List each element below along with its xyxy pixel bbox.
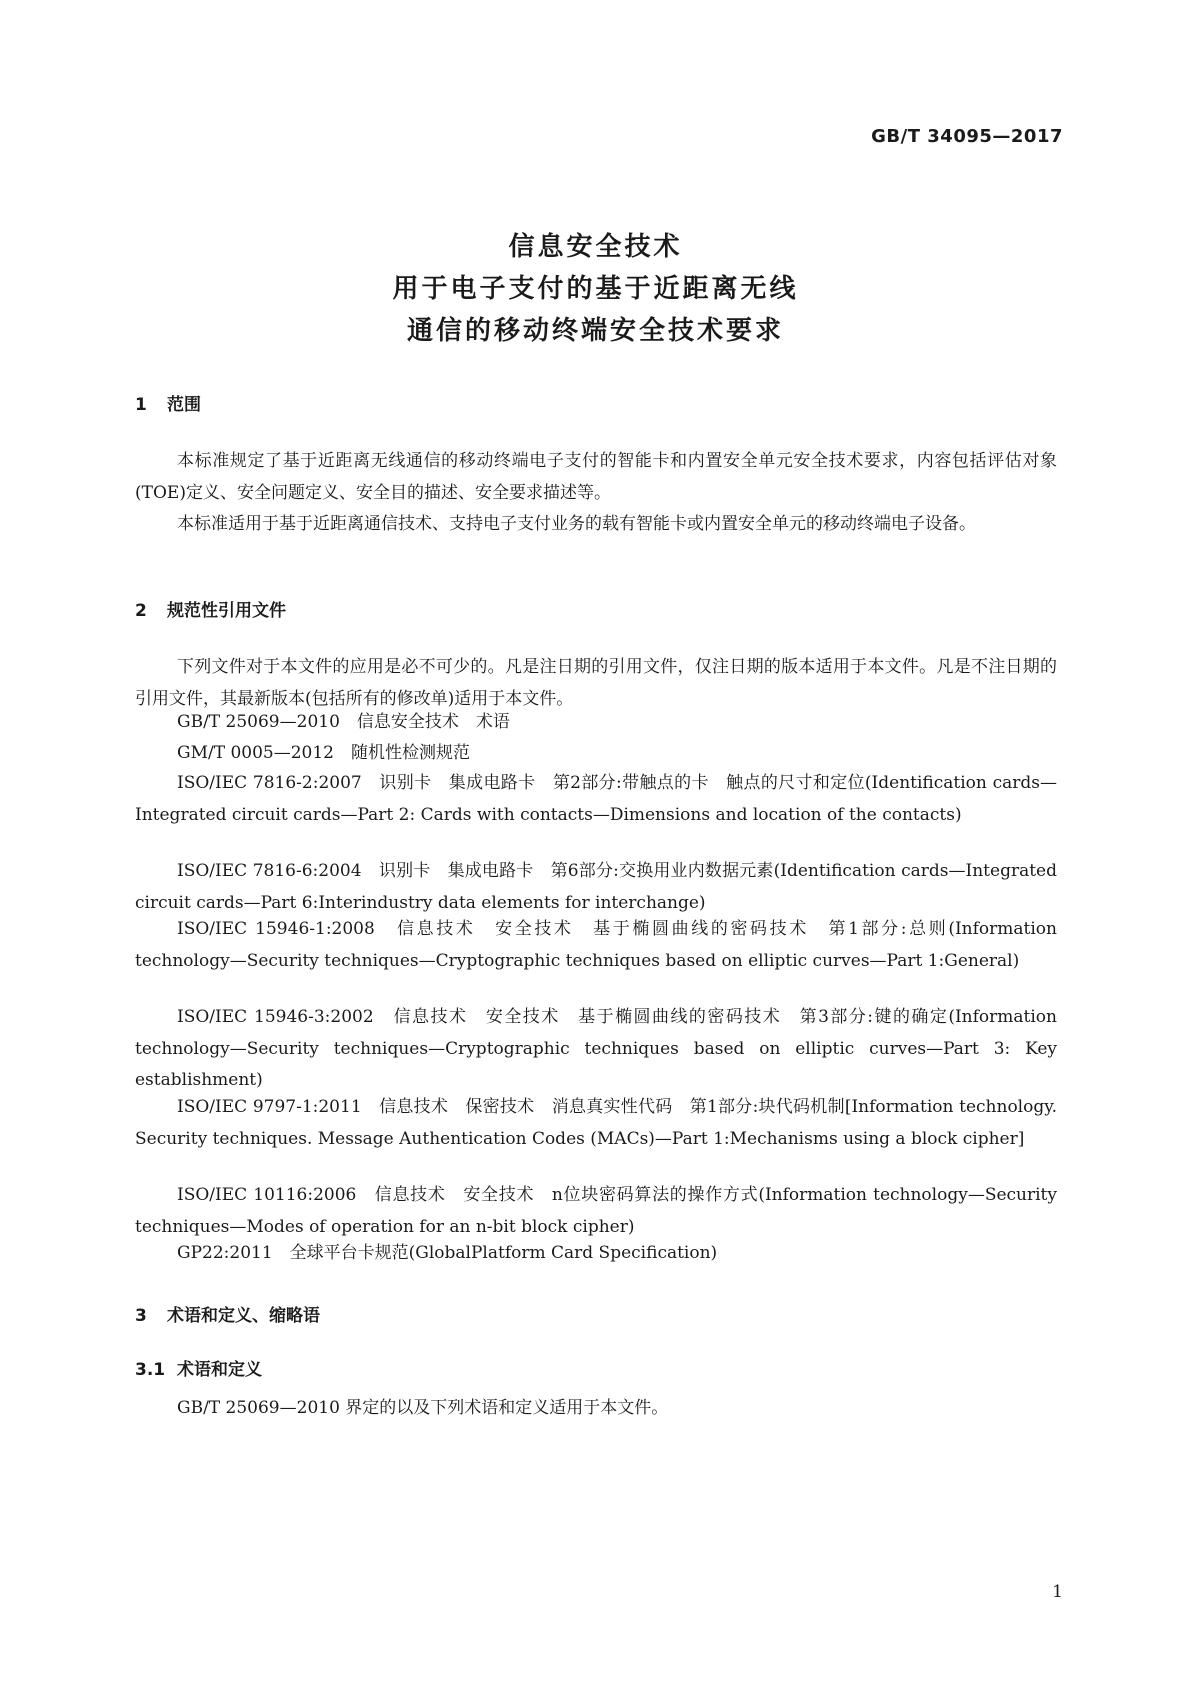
page-number: 1 bbox=[1052, 1582, 1063, 1602]
section-number: 1 bbox=[135, 395, 147, 415]
reference-item: ISO/IEC 15946-1:2008 信息技术 安全技术 基于椭圆曲线的密码技术 第1部分:总则(Information technology—Security techniques—Cryptographic techniques based on elliptic curves—Part 1:General) bbox=[135, 919, 1057, 971]
title-line-3: 通信的移动终端安全技术要求 bbox=[406, 316, 784, 346]
title-line-1: 信息安全技术 bbox=[508, 232, 683, 262]
references-intro: 下列文件对于本文件的应用是必不可少的。凡是注日期的引用文件，仅注日期的版本适用于本文件。凡是不注日期的引用文件，其最新版本(包括所有的修改单)适用于本文件。 bbox=[135, 657, 1057, 709]
document-title bbox=[0, 226, 1191, 352]
reference-item: ISO/IEC 10116:2006 信息技术 安全技术 n位块密码算法的操作方式(Information technology—Security techniques—Modes of operation for an n-bit block cipher) bbox=[135, 1185, 1057, 1237]
scope-paragraph-2: 本标准适用于基于近距离通信技术、支持电子支付业务的载有智能卡或内置安全单元的移动终端电子设备。 bbox=[177, 514, 976, 534]
section-2-heading bbox=[135, 596, 286, 621]
reference-item: GB/T 25069—2010 信息安全技术 术语 bbox=[177, 712, 510, 732]
reference-item: GP22:2011 全球平台卡规范(GlobalPlatform Card Specification) bbox=[177, 1243, 718, 1263]
section-title: 规范性引用文件 bbox=[167, 601, 286, 621]
section-number: 3 bbox=[135, 1306, 147, 1326]
title-line-2: 用于电子支付的基于近距离无线 bbox=[392, 274, 799, 304]
subsection-title: 术语和定义 bbox=[177, 1360, 262, 1380]
section-title: 范围 bbox=[167, 395, 201, 415]
section-3-heading bbox=[135, 1301, 320, 1326]
reference-item: GM/T 0005—2012 随机性检测规范 bbox=[177, 743, 470, 763]
standard-code: GB/T 34095—2017 bbox=[871, 126, 1063, 147]
reference-item: ISO/IEC 7816-6:2004 识别卡 集成电路卡 第6部分:交换用业内数据元素(Identification cards—Integrated circuit cards—Part 6:Interindustry data elements for interchange) bbox=[135, 861, 1057, 913]
subsection-number: 3.1 bbox=[135, 1360, 166, 1380]
reference-item: ISO/IEC 15946-3:2002 信息技术 安全技术 基于椭圆曲线的密码技术 第3部分:键的确定(Information technology—Security techniques—Cryptographic techniques based on elliptic curves—Part 3: Key establishment) bbox=[135, 1007, 1057, 1090]
reference-item: ISO/IEC 7816-2:2007 识别卡 集成电路卡 第2部分:带触点的卡 触点的尺寸和定位(Identification cards—Integrated circuit cards—Part 2: Cards with contacts—Dimensions and location of the contacts) bbox=[135, 773, 1057, 825]
section-number: 2 bbox=[135, 601, 147, 621]
subsection-3-1-heading bbox=[135, 1355, 262, 1380]
scope-paragraph-1: 本标准规定了基于近距离无线通信的移动终端电子支付的智能卡和内置安全单元安全技术要求，内容包括评估对象(TOE)定义、安全问题定义、安全目的描述、安全要求描述等。 bbox=[135, 451, 1057, 503]
terms-intro: GB/T 25069—2010 界定的以及下列术语和定义适用于本文件。 bbox=[177, 1398, 669, 1418]
reference-item: ISO/IEC 9797-1:2011 信息技术 保密技术 消息真实性代码 第1部分:块代码机制[Information technology. Security techniques. Message Authentication Codes (MACs)—Part 1:Mechanisms using a block cipher] bbox=[135, 1097, 1057, 1149]
section-title: 术语和定义、缩略语 bbox=[167, 1306, 320, 1326]
section-1-heading bbox=[135, 390, 201, 415]
